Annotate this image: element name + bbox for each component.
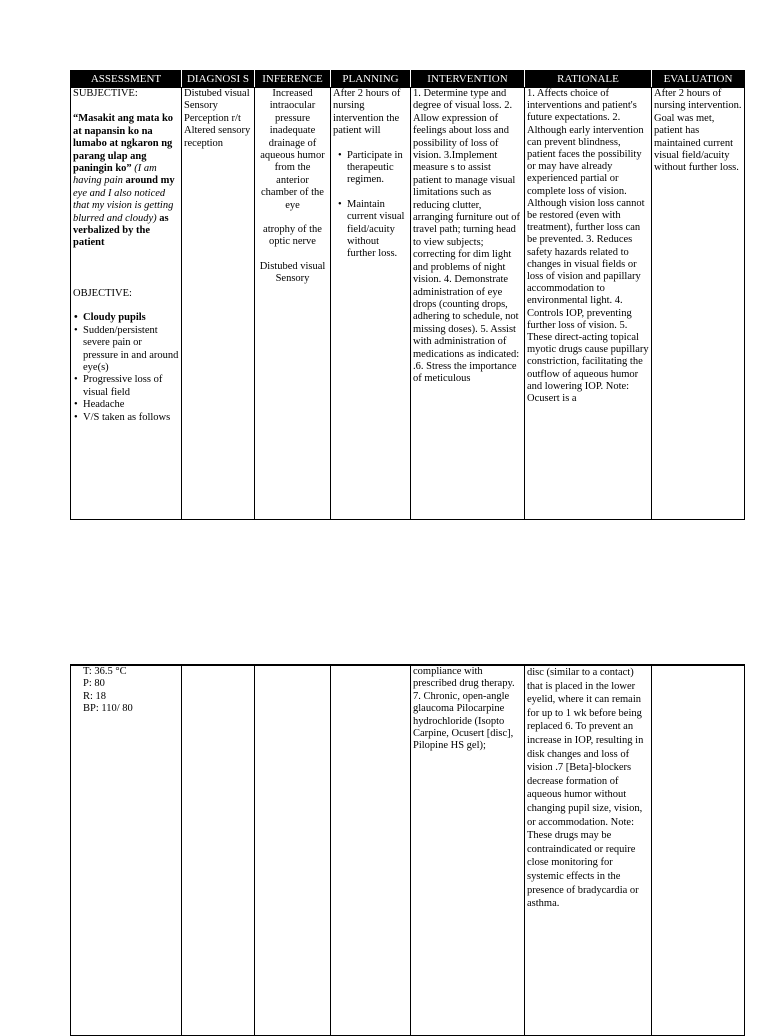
objective-item: • Headache [83,399,179,411]
objective-item: • Sudden/persistent severe pain or pressure in and around eye(s) [83,325,179,375]
header-rationale: RATIONALE [525,71,652,88]
header-assessment: ASSESSMENT [71,71,182,88]
header-inference: INFERENCE [255,71,331,88]
inference-cell-cont [255,665,331,1035]
objective-item: • Cloudy pupils [83,312,179,324]
objective-list [73,312,179,424]
header-row [71,71,745,88]
planning-cell-cont [331,665,411,1035]
subjective-label: SUBJECTIVE: [73,88,138,99]
planning-item: • Participate in therapeutic regimen. [347,150,408,187]
content-row [71,88,745,520]
planning-cell [331,88,411,520]
vitals-list [73,666,179,716]
intervention-cell-cont: compliance with prescribed drug therapy. 7. Chronic, open-angle glaucoma Pilocarpine hydrochloride (Isopto Carpine, Ocusert [disc], Pilopine HS gel); [411,665,525,1035]
inference-part1: Increased intraocular pressure inadequate drainage of aqueous humor from the anterior chamber of the eye [260,88,325,211]
rationale-cell-cont: disc (similar to a contact) that is placed in the lower eyelid, where it can remain for up to 1 wk before being replaced 6. To prevent an increase in IOP, resulting in disk changes and loss of vision .7 [Beta]-blockers decrease formation of aqueous humor without changing pupil size, vision, or accommodation. Note: These drugs may be contraindicated or require close monitoring for systemic effects in the presence of bradycardia or asthma. [525,665,652,1035]
care-plan-table-page-1 [70,70,745,520]
header-evaluation: EVALUATION [652,71,745,88]
vital-temperature: T: 36.5 °C [83,666,127,677]
continuation-row [71,665,745,1035]
header-planning: PLANNING [331,71,411,88]
rationale-cell: 1. Affects choice of interventions and patient's future expectations. 2. Although early intervention can prevent blindness, patient faces the possibility or may have already experienced partial or complete loss of vision. Although vision loss cannot be restored (even with treatment), further loss can be prevented. 3. Reduces safety hazards related to changes in visual fields or loss of vision and papillary accommodation to environmental light. 4. Controls IOP, preventing further loss of vision. 5. These direct-acting topical myotic drugs cause pupillary constriction, facilitating the outflow of aqueous humor and lowering IOP. Note: Ocusert is a [525,88,652,520]
planning-intro: After 2 hours of nursing intervention the patient will [333,88,401,137]
inference-part3: Distubed visual Sensory [259,260,326,285]
objective-item: • Progressive loss of visual field [83,374,179,399]
intervention-cell: 1. Determine type and degree of visual loss. 2. Allow expression of feelings about loss and possibility of loss of vision. 3.Implement measure s to assist patient to manage visual limitations such as reducing clutter, arranging furniture out of travel path; turning head to view subjects; correcting for dim light and problems of night vision. 4. Demonstrate administration of eye drops (counting drops, adhering to schedule, not missing doses). 5. Assist with administration of medications as indicated: .6. Stress the importance of meticulous [411,88,525,520]
diagnosis-cell-cont [182,665,255,1035]
evaluation-cell-cont [652,665,745,1035]
subjective-quote: “Masakit ang mata ko at napansin ko na lumabo at ngkaron ng parang ulap ang paningin ko” (I am having pain around my eye and I also noticed that my vision is getting blurred and cloudy) as verbalized by the patient [73,113,175,249]
planning-list [333,150,408,261]
planning-item: • Maintain current visual field/acuity without further loss. [347,199,408,261]
header-diagnosis: DIAGNOSI S [182,71,255,88]
assessment-cell-cont [71,665,182,1035]
header-intervention: INTERVENTION [411,71,525,88]
evaluation-cell: After 2 hours of nursing intervention. Goal was met, patient has maintained current visual field/acuity without further loss. [652,88,745,520]
vital-pulse: P: 80 [83,678,105,690]
objective-item: • V/S taken as follows [83,412,179,424]
inference-cell [255,88,331,520]
care-plan-table-page-2 [70,664,745,1036]
objective-label: OBJECTIVE: [73,287,132,299]
vital-respiration: R: 18 [83,690,107,702]
vital-blood-pressure: BP: 110/ 80 [83,703,133,715]
inference-part2: atrophy of the optic nerve [263,224,322,248]
diagnosis-cell: Distubed visual Sensory Perception r/t Altered sensory reception [182,88,255,520]
assessment-cell [71,88,182,520]
